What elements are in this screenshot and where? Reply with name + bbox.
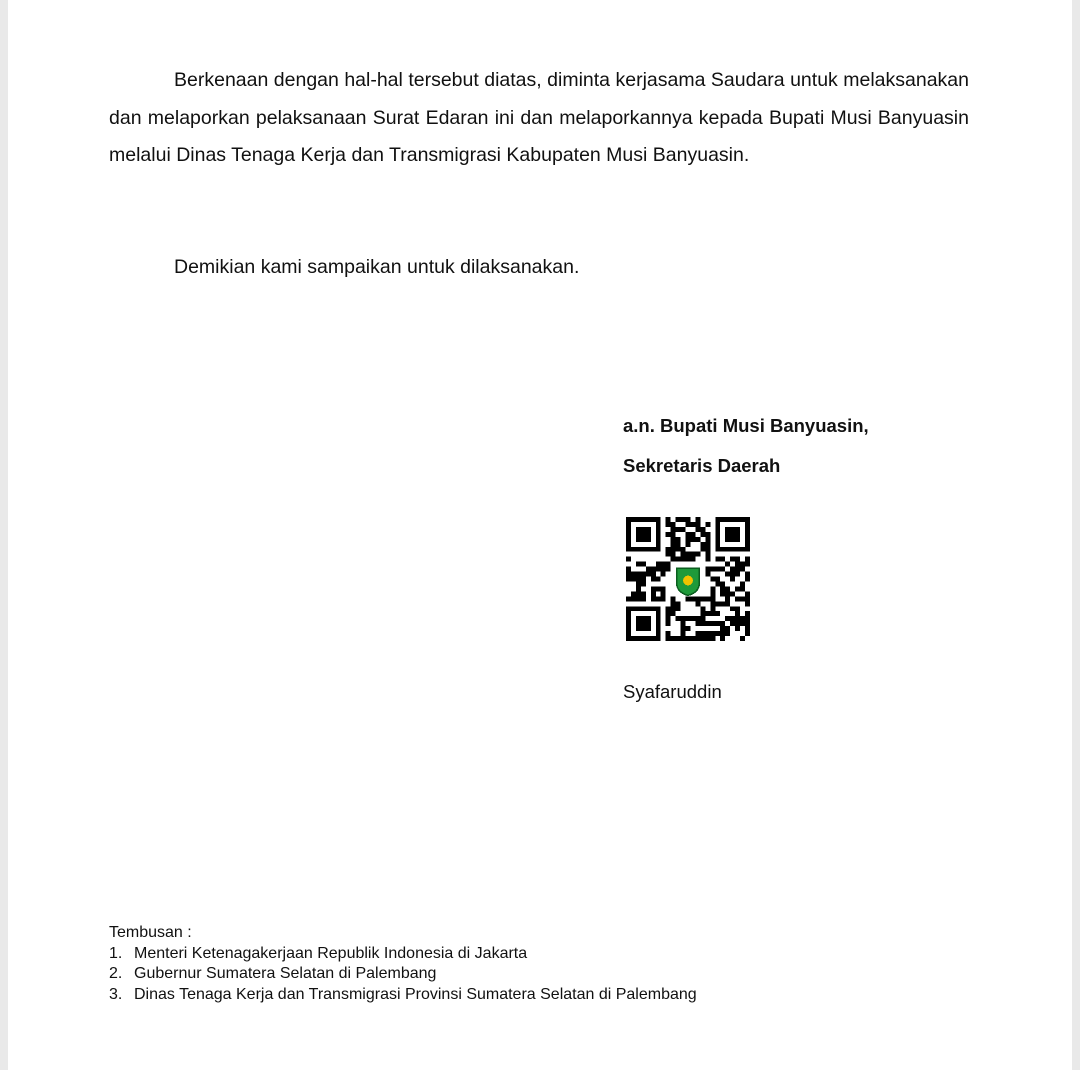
carbon-copy-section bbox=[109, 923, 697, 1005]
carbon-copy-number: 2. bbox=[109, 965, 123, 982]
carbon-copy-number: 3. bbox=[109, 985, 123, 1003]
body-paragraph-request: Berkenaan dengan hal-hal tersebut diatas, diminta kerjasama Saudara untuk melaksanakan dan melaporkan pelaksanaan Surat Edaran ini dan melaporkannya kepada Bupati Musi Banyuasin melalui Dinas Tenaga Kerja dan Transmigrasi Kabupaten Musi Banyuasin. bbox=[109, 69, 969, 166]
carbon-copy-item bbox=[109, 985, 697, 1006]
carbon-copy-heading: Tembusan : bbox=[109, 924, 192, 941]
signature-position: Sekretaris Daerah bbox=[623, 455, 781, 476]
qr-code-icon bbox=[626, 517, 750, 641]
document-page bbox=[8, 0, 1072, 1070]
carbon-copy-text: Dinas Tenaga Kerja dan Transmigrasi Provinsi Sumatera Selatan di Palembang bbox=[134, 985, 697, 1003]
carbon-copy-text: Gubernur Sumatera Selatan di Palembang bbox=[134, 965, 437, 982]
signature-on-behalf: a.n. Bupati Musi Banyuasin, bbox=[623, 415, 869, 436]
carbon-copy-item bbox=[109, 964, 697, 985]
carbon-copy-number: 1. bbox=[109, 944, 123, 962]
body-paragraph-closing: Demikian kami sampaikan untuk dilaksanakan. bbox=[174, 256, 580, 278]
carbon-copy-list bbox=[109, 944, 697, 1006]
signatory-name: Syafaruddin bbox=[623, 681, 722, 702]
carbon-copy-text: Menteri Ketenagakerjaan Republik Indonesia di Jakarta bbox=[134, 944, 528, 962]
carbon-copy-item bbox=[109, 944, 697, 965]
